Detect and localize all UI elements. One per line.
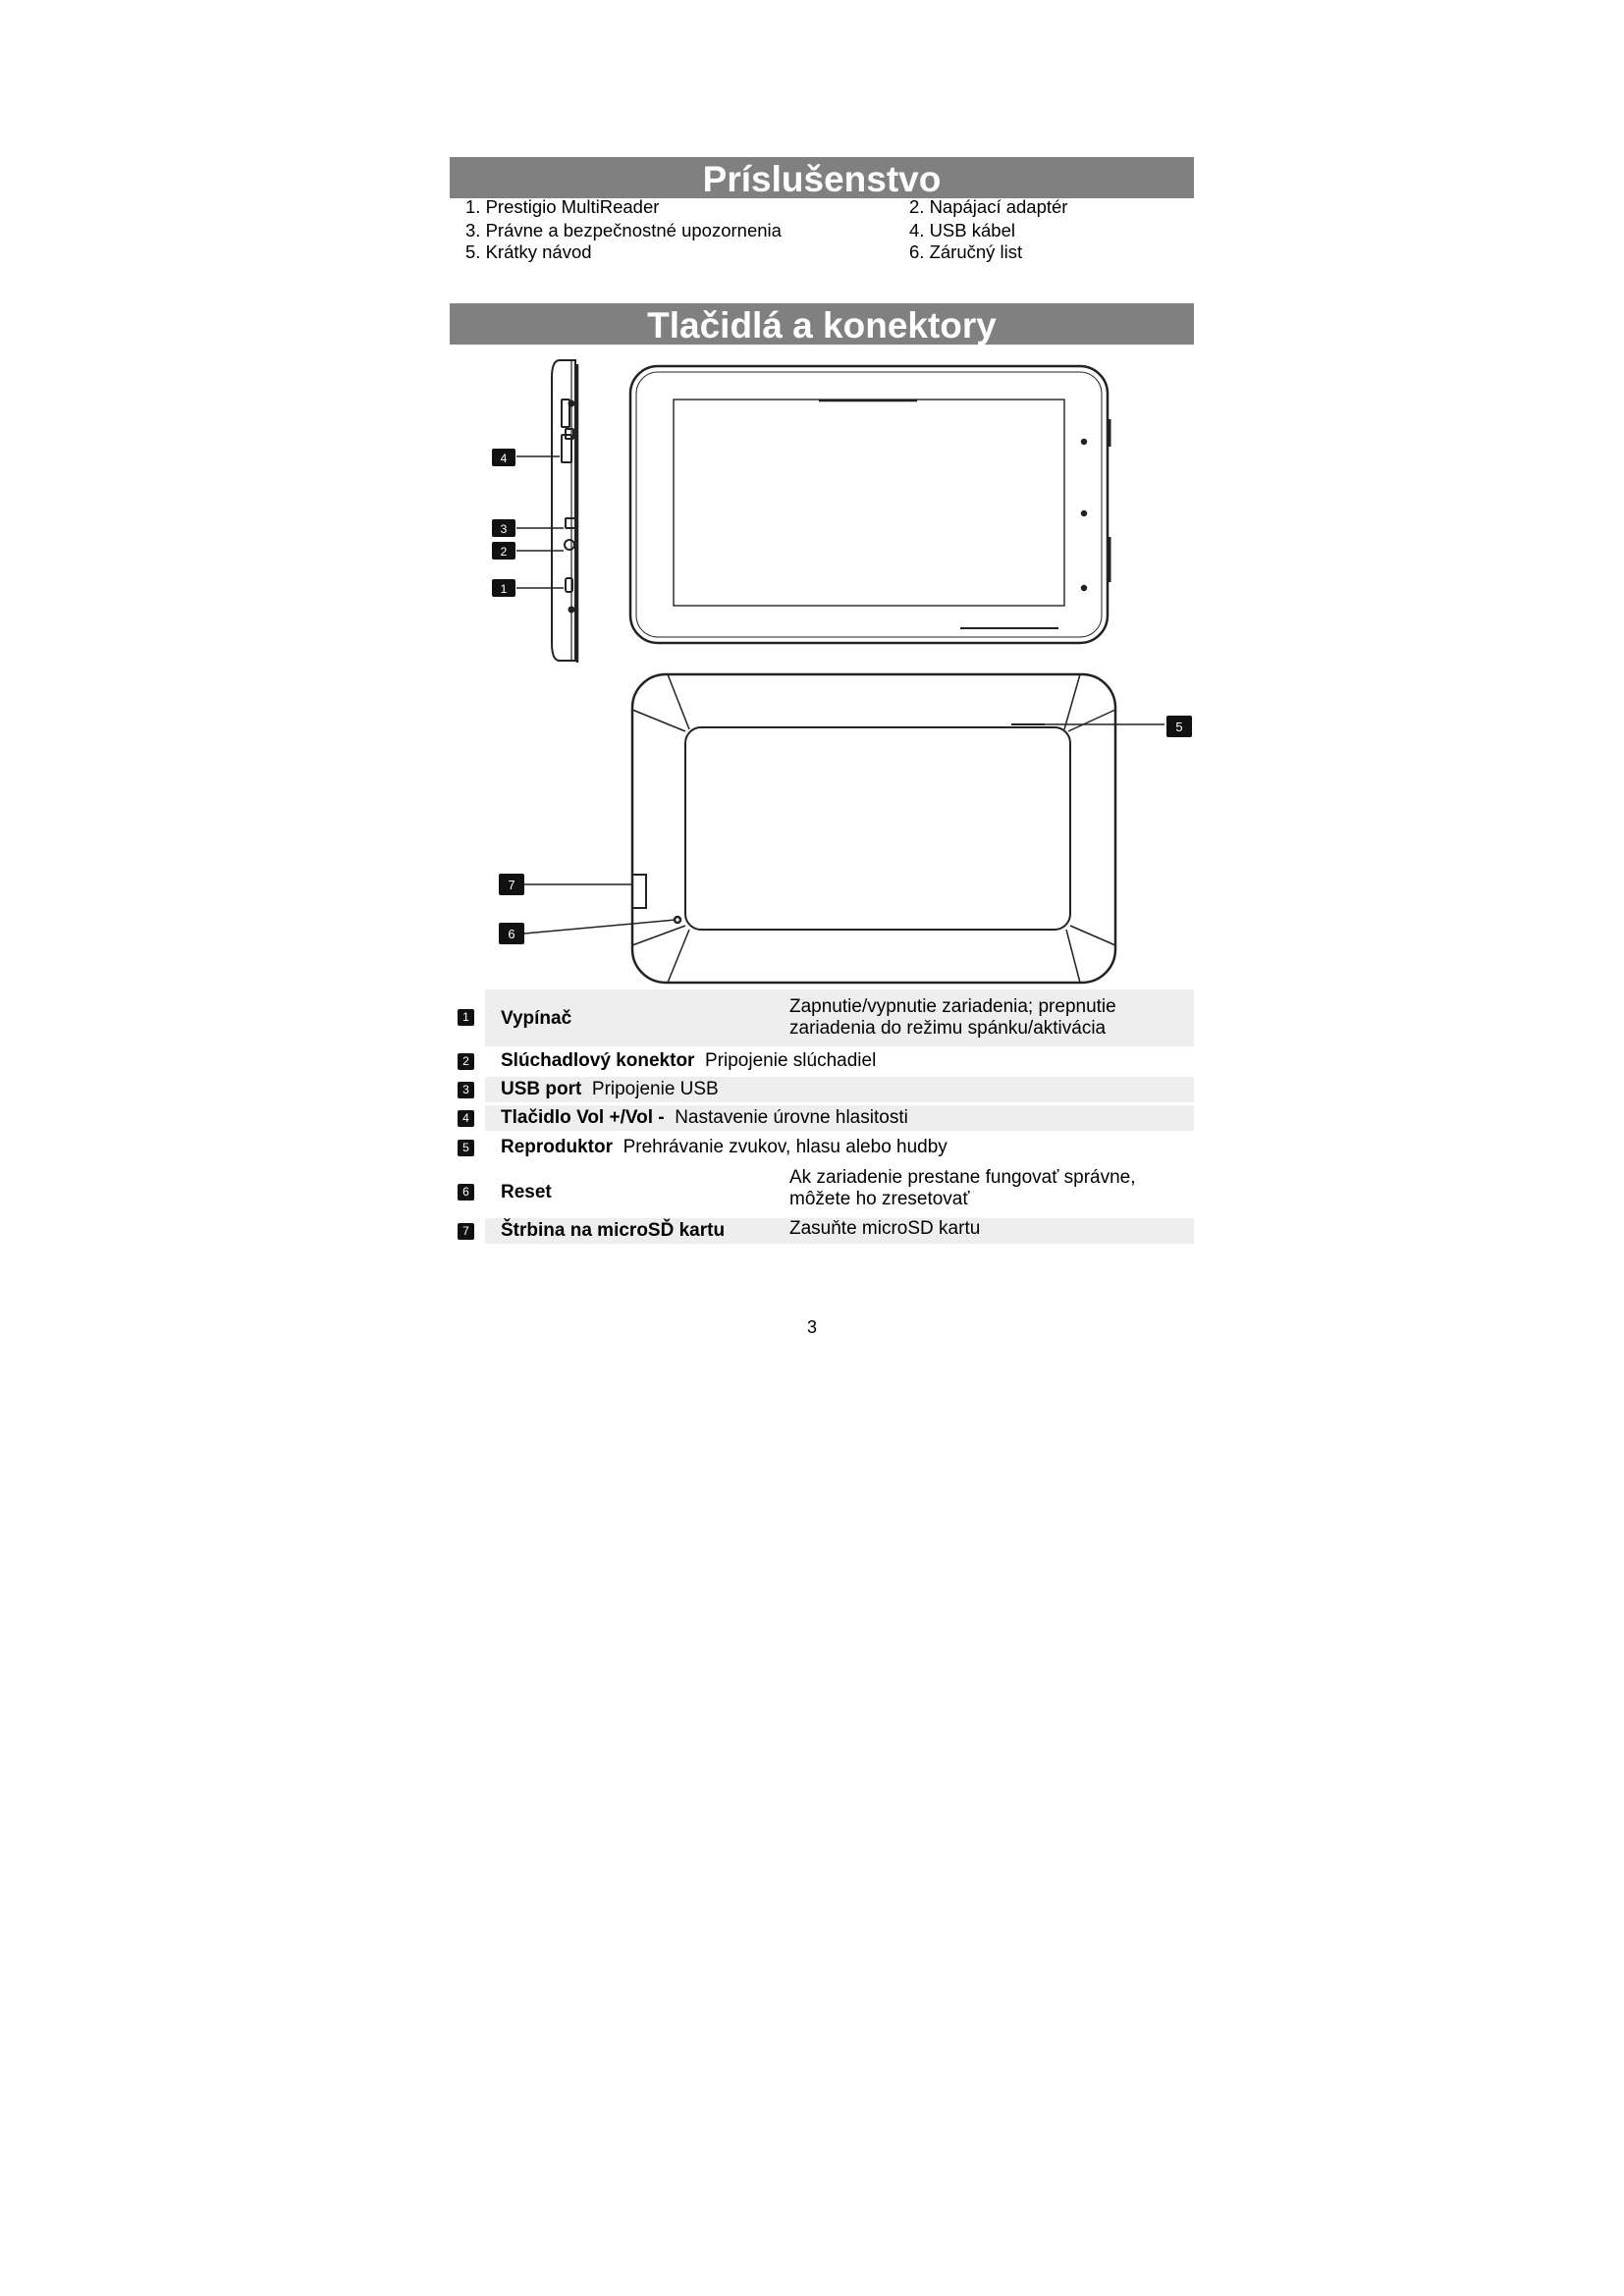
- callout-7: 7: [508, 878, 515, 892]
- buttons-connectors-heading: Tlačidlá a konektory: [450, 303, 1194, 345]
- accessories-heading: Príslušenstvo: [450, 157, 1194, 198]
- accessory-item-4: 4. USB kábel: [909, 220, 1015, 240]
- legend-row-1: [485, 989, 1194, 1046]
- legend-desc-1b: zariadenia do režimu spánku/aktivácia: [789, 1018, 1107, 1039]
- legend-name-5: Reproduktor: [501, 1137, 613, 1157]
- legend-desc-2: Pripojenie slúchadiel: [705, 1050, 877, 1071]
- legend-name-1: Vypínač: [501, 1008, 572, 1029]
- accessory-item-6: 6. Záručný list: [909, 241, 1023, 262]
- accessory-item-1: 1. Prestigio MultiReader: [465, 196, 660, 217]
- device-front-view: [630, 366, 1110, 643]
- legend-desc-5: Prehrávanie zvukov, hlasu alebo hudby: [623, 1137, 947, 1157]
- legend-name-4: Tlačidlo Vol +/Vol -: [501, 1107, 665, 1128]
- callout-3: 3: [500, 522, 508, 536]
- device-back-view: [632, 674, 1115, 983]
- callout-2: 2: [500, 545, 508, 559]
- legend-name-6: Reset: [501, 1182, 552, 1202]
- callout-6: 6: [508, 927, 515, 941]
- legend-row-4: [485, 1105, 1194, 1131]
- callout-leaders: [516, 456, 1164, 934]
- row-number-1: 1: [458, 1009, 474, 1026]
- legend-desc-1: Zapnutie/vypnutie zariadenia; prepnutie: [789, 996, 1116, 1017]
- device-diagram: [450, 348, 1206, 991]
- page-number: 3: [806, 1317, 817, 1337]
- legend-name-2: Slúchadlový konektor: [501, 1050, 695, 1071]
- legend-row-7: [485, 1218, 1194, 1244]
- legend-row-2: [485, 1048, 1194, 1074]
- legend-desc-3: Pripojenie USB: [591, 1079, 719, 1099]
- legend-desc-6b: môžete ho zresetovať: [789, 1189, 970, 1209]
- legend-name-3: USB port: [501, 1079, 582, 1099]
- accessory-item-2: 2. Napájací adaptér: [909, 196, 1068, 217]
- callout-badges: [492, 449, 1192, 944]
- row-number-3: 3: [458, 1082, 474, 1098]
- accessory-item-5: 5. Krátky návod: [465, 241, 592, 262]
- legend-desc-7: Zasuňte microSD kartu: [789, 1218, 981, 1239]
- accessory-item-3: 3. Právne a bezpečnostné upozornenia: [465, 220, 782, 240]
- legend-row-5: [485, 1135, 1194, 1160]
- row-number-4: 4: [458, 1110, 474, 1127]
- legend-row-3: [485, 1077, 1194, 1102]
- row-number-2: 2: [458, 1053, 474, 1070]
- device-side-view: [552, 360, 577, 663]
- row-number-7: 7: [458, 1223, 474, 1240]
- row-number-6: 6: [458, 1184, 474, 1201]
- row-number-5: 5: [458, 1140, 474, 1156]
- legend-name-7: Štrbina na microSĎ kartu: [501, 1220, 726, 1241]
- legend-row-6: [485, 1164, 1194, 1213]
- callout-1: 1: [500, 582, 508, 596]
- callout-5: 5: [1175, 720, 1183, 734]
- legend-desc-4: Nastavenie úrovne hlasitosti: [675, 1107, 908, 1128]
- legend-desc-6: Ak zariadenie prestane fungovať správne,: [789, 1167, 1136, 1188]
- callout-4: 4: [500, 452, 508, 465]
